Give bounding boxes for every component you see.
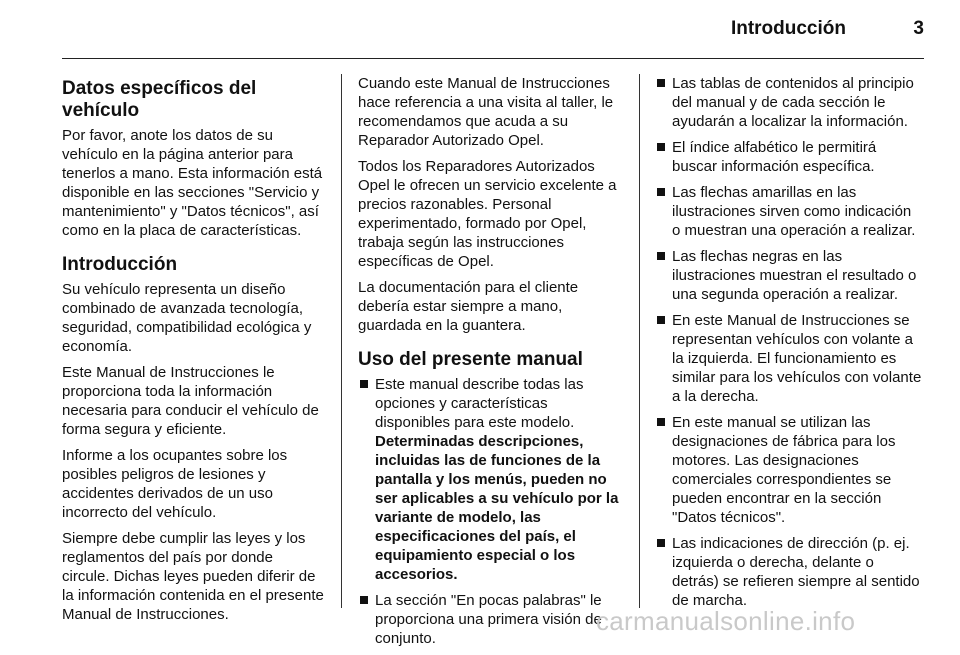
page-title: Introducción xyxy=(730,18,846,39)
paragraph: Informe a los ocupantes sobre los posibles peligros de lesiones y accidentes derivados de un uso incorrecto del vehículo. xyxy=(62,447,288,521)
list-item-text: El índice alfabético le permitirá buscar información específica. xyxy=(672,139,877,175)
column-divider-2 xyxy=(639,74,640,608)
list-item-text: En este Manual de Instrucciones se representan vehículos con volante a la izquierda. El funcionamiento es similar para los vehículos con volante a la derecha. xyxy=(672,312,922,405)
paragraph: Este Manual de Instrucciones le proporciona toda la información necesaria para conducir el vehículo de forma segura y eficiente. xyxy=(62,364,319,438)
heading-manual-usage: Uso del presente manual xyxy=(358,349,583,370)
page-number: 3 xyxy=(913,18,924,39)
list-item xyxy=(358,591,622,648)
square-bullet-icon xyxy=(657,143,665,151)
watermark: carmanualsonline.info xyxy=(596,606,856,636)
page-header xyxy=(62,0,924,59)
list-item-text: En este manual se utilizan las designaciones de fábrica para los motores. Las designaciones comerciales correspondientes se pueden encontrar en la sección "Datos técnicos". xyxy=(672,414,896,526)
square-bullet-icon xyxy=(657,316,665,324)
list-item xyxy=(655,534,923,610)
square-bullet-icon xyxy=(657,252,665,260)
list-item xyxy=(655,247,923,304)
list-item-text: Las indicaciones de dirección (p. ej. izquierda o derecha, delante o detrás) se refieren siempre al sentido de marcha. xyxy=(672,535,920,609)
list-item xyxy=(655,183,923,240)
paragraph: Cuando este Manual de Instrucciones hace referencia a una visita al taller, le recomendamos que acuda a su Reparador Autorizado Opel. xyxy=(358,75,614,149)
paragraph: Su vehículo representa un diseño combinado de avanzada tecnología, seguridad, compatibilidad ecológica y economía. xyxy=(62,281,312,355)
list-item xyxy=(655,138,923,176)
square-bullet-icon xyxy=(657,418,665,426)
heading-introduction: Introducción xyxy=(62,254,178,275)
square-bullet-icon xyxy=(360,596,368,604)
square-bullet-icon xyxy=(657,539,665,547)
column-1 xyxy=(62,74,324,631)
paragraph: Por favor, anote los datos de su vehículo en la página anterior para tenerlos a mano. Esta información está disponible en las secciones "Servicio y mantenimiento" y "Datos técnicos", así como en la placa de características. xyxy=(62,127,323,239)
bullet-list xyxy=(655,74,923,610)
square-bullet-icon xyxy=(657,188,665,196)
paragraph: Siempre debe cumplir las leyes y los reglamentos del país por donde circule. Dichas leyes pueden diferir de la información contenida en el presente Manual de Instrucciones. xyxy=(62,530,324,623)
heading-vehicle-data: Datos específicos del vehículo xyxy=(62,78,257,121)
list-item-text: La sección "En pocas palabras" le proporciona una primera visión de conjunto. xyxy=(375,592,602,647)
paragraph: La documentación para el cliente debería estar siempre a mano, guardada en la guantera. xyxy=(358,279,579,334)
list-item-bold-text: Determinadas descripciones, incluidas las de funciones de la pantalla y los menús, pueden no ser aplicables a su vehículo por la variante de modelo, las especificaciones del país, el equipamiento especial o los accesorios. xyxy=(375,433,619,583)
column-2 xyxy=(358,74,622,655)
list-item-text: Las tablas de contenidos al principio del manual y de cada sección le ayudarán a localizar la información. xyxy=(672,75,914,130)
column-3 xyxy=(655,74,923,617)
list-item xyxy=(655,311,923,406)
bullet-list xyxy=(358,375,622,648)
column-divider-1 xyxy=(341,74,342,608)
list-item-text: Las flechas amarillas en las ilustraciones sirven como indicación o muestran una operación a realizar. xyxy=(672,184,916,239)
list-item xyxy=(655,74,923,131)
list-item xyxy=(655,413,923,527)
paragraph: Todos los Reparadores Autorizados Opel le ofrecen un servicio excelente a precios razonables. Personal experimentado, formado por Opel, trabaja según las instrucciones específicas de Opel. xyxy=(358,158,617,270)
list-item-text: Este manual describe todas las opciones y características disponibles para este modelo. xyxy=(375,376,584,431)
list-item-text: Las flechas negras en las ilustraciones muestran el resultado o una segunda operación a realizar. xyxy=(672,248,917,303)
square-bullet-icon xyxy=(657,79,665,87)
square-bullet-icon xyxy=(360,380,368,388)
list-item xyxy=(358,375,622,584)
